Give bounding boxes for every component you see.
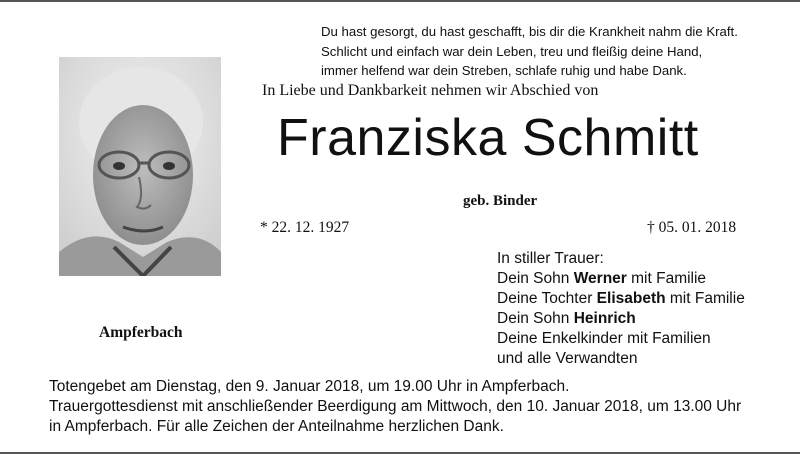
mourner-suffix: mit Familie [665,290,745,307]
farewell-intro: In Liebe und Dankbarkeit nehmen wir Abschied von [262,82,599,99]
service-line: in Ampferbach. Für alle Zeichen der Anteilnahme herzlichen Dank. [49,418,504,435]
birth-date: * 22. 12. 1927 [260,219,350,236]
mourner-suffix: mit Familie [626,270,707,287]
mourner-row [497,289,745,309]
mourner-relation: und alle Verwandten [497,350,638,367]
mourner-name: Heinrich [573,310,636,327]
mourner-relation: Deine Enkelkinder mit Familien [497,330,711,347]
maiden-name: geb. Binder [463,193,538,209]
death-date: † 05. 01. 2018 [647,219,737,236]
deceased-name: Franziska Schmitt [277,109,699,167]
mourner-row [497,309,745,329]
portrait-photo [59,57,221,276]
service-line: Totengebet am Dienstag, den 9. Januar 2018, um 19.00 Uhr in Ampferbach. [49,378,570,395]
mourner-row [497,329,745,349]
poem-line: Du hast gesorgt, du hast geschafft, bis dir die Krankheit nahm die Kraft. [321,24,738,39]
mourner-row [497,269,745,289]
top-border [0,0,800,2]
mourner-relation: Deine Tochter [497,290,597,307]
mourner-relation: Dein Sohn [497,310,574,327]
mourners-list [497,249,745,369]
hometown: Ampferbach [99,324,183,341]
poem-line: Schlicht und einfach war dein Leben, treu und fleißig deine Hand, [321,43,703,59]
mourner-name: Werner [573,270,627,287]
service-details [49,377,789,437]
memorial-poem [321,22,781,81]
mourner-name: Elisabeth [596,290,666,307]
mourner-row [497,349,745,369]
mourners-heading: In stiller Trauer: [497,250,604,267]
service-line: Trauergottesdienst mit anschließender Beerdigung am Mittwoch, den 10. Januar 2018, um 13.00 Uhr [49,398,742,415]
mourner-relation: Dein Sohn [497,270,574,287]
poem-line: immer helfend war dein Streben, schlafe ruhig und habe Dank. [321,63,687,78]
